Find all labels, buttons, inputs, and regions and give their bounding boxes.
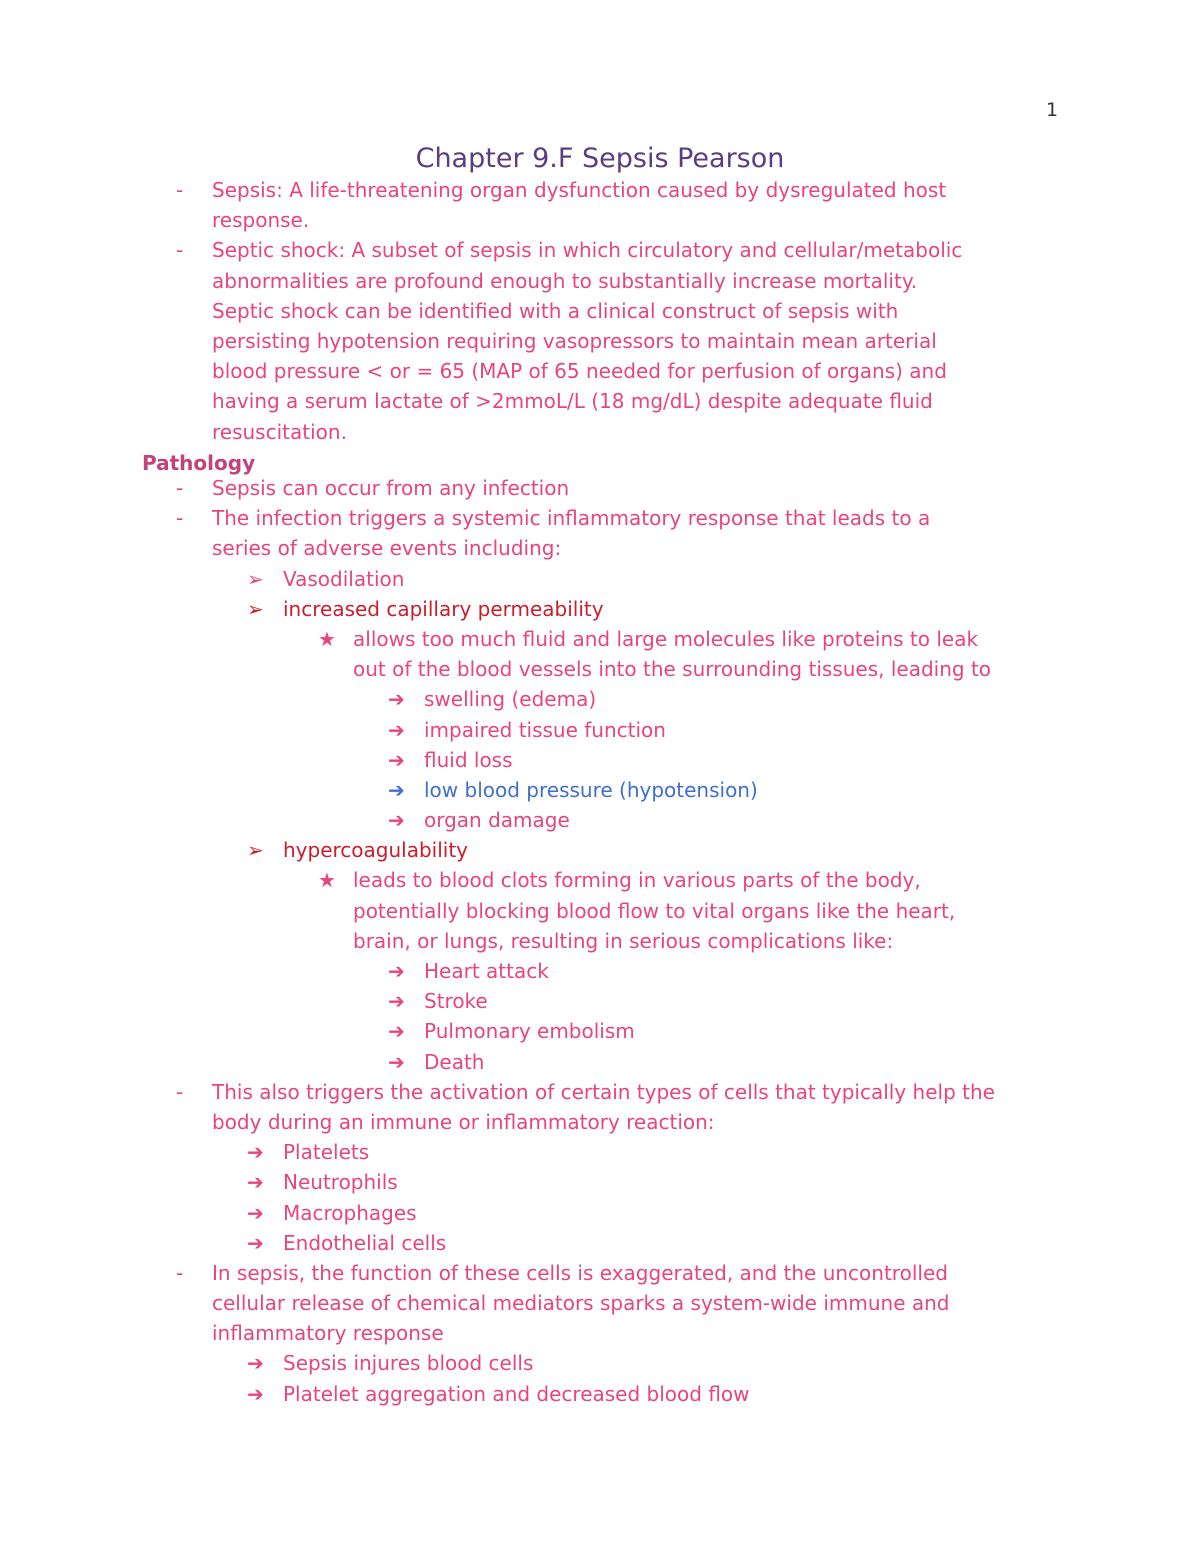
pathology-list-item — [0, 1379, 1200, 1409]
intro-item-line — [0, 205, 1200, 235]
bullet-text: potentially blocking blood flow to vital organs like the heart, — [353, 898, 956, 923]
page-number: 1 — [1046, 99, 1059, 121]
bullet-text: Septic shock: A subset of sepsis in which circulatory and cellular/metabolic — [212, 238, 963, 263]
star-bullet-icon: ★ — [318, 868, 336, 893]
arrow-bullet-icon: ➢ — [247, 596, 264, 621]
bullet-text: Macrophages — [283, 1200, 417, 1225]
arrow-bullet-icon: ➔ — [247, 1200, 264, 1225]
arrow-bullet-icon: ➔ — [388, 808, 405, 833]
pathology-list-item — [0, 1107, 1200, 1137]
bullet-text: fluid loss — [424, 747, 513, 772]
pathology-list-item — [0, 1047, 1200, 1077]
pathology-list-item — [0, 715, 1200, 745]
star-bullet-icon: ★ — [318, 626, 336, 651]
arrow-bullet-icon: ➔ — [388, 1019, 405, 1044]
pathology-list-item — [0, 745, 1200, 775]
bullet-text: Pulmonary embolism — [424, 1019, 635, 1044]
pathology-list-item — [0, 503, 1200, 533]
intro-item-line — [0, 326, 1200, 356]
bullet-text: increased capillary permeability — [283, 596, 604, 621]
pathology-list-item — [0, 1137, 1200, 1167]
intro-item-line — [0, 417, 1200, 447]
bullet-text: low blood pressure (hypotension) — [424, 777, 758, 802]
arrow-bullet-icon: ➔ — [388, 747, 405, 772]
arrow-bullet-icon: ➢ — [247, 838, 264, 863]
pathology-list-item — [0, 533, 1200, 563]
bullet-text: Death — [424, 1049, 485, 1074]
pathology-list-item — [0, 1016, 1200, 1046]
pathology-list-item — [0, 835, 1200, 865]
intro-item-line — [0, 175, 1200, 205]
pathology-list-item — [0, 775, 1200, 805]
bullet-text: The infection triggers a systemic inflammatory response that leads to a — [212, 506, 931, 531]
pathology-list-item — [0, 865, 1200, 895]
pathology-list-item — [0, 1228, 1200, 1258]
bullet-text: Septic shock can be identified with a clinical construct of sepsis with — [212, 298, 899, 323]
pathology-list-item — [0, 956, 1200, 986]
bullet-text: Vasodilation — [283, 566, 405, 591]
bullet-text: Sepsis: A life-threatening organ dysfunction caused by dysregulated host — [212, 178, 947, 202]
pathology-list-item — [0, 684, 1200, 714]
pathology-list-item — [0, 896, 1200, 926]
bullet-text: Platelets — [283, 1140, 370, 1165]
arrow-bullet-icon: ➔ — [247, 1351, 264, 1376]
arrow-bullet-icon: ➔ — [247, 1381, 264, 1406]
arrow-bullet-icon: ➔ — [388, 1049, 405, 1074]
bullet-text: out of the blood vessels into the surrounding tissues, leading to — [353, 657, 992, 682]
pathology-list-item — [0, 1167, 1200, 1197]
bullet-text: abnormalities are profound enough to substantially increase mortality. — [212, 268, 918, 293]
intro-item-line — [0, 235, 1200, 265]
bullet-text: Endothelial cells — [283, 1230, 447, 1255]
intro-item-line — [0, 296, 1200, 326]
pathology-list-item — [0, 1258, 1200, 1288]
pathology-list-item — [0, 926, 1200, 956]
pathology-list-item — [0, 564, 1200, 594]
dash-bullet: - — [176, 238, 184, 263]
bullet-text: organ damage — [424, 808, 570, 833]
pathology-list-item — [0, 1318, 1200, 1348]
bullet-text: cellular release of chemical mediators sparks a system-wide immune and — [212, 1291, 950, 1316]
intro-item-line — [0, 356, 1200, 386]
dash-bullet: - — [176, 1079, 184, 1104]
pathology-list — [0, 473, 1200, 1409]
dash-bullet: - — [176, 1260, 184, 1285]
page-title: Chapter 9.F Sepsis Pearson — [415, 143, 785, 174]
bullet-text: resuscitation. — [212, 419, 347, 444]
intro-item-line — [0, 386, 1200, 416]
pathology-list-item — [0, 473, 1200, 503]
intro-item-line — [0, 266, 1200, 296]
bullet-text: response. — [212, 208, 310, 233]
bullet-text: blood pressure < or = 65 (MAP of 65 needed for perfusion of organs) and — [212, 359, 947, 384]
arrow-bullet-icon: ➔ — [388, 959, 405, 983]
arrow-bullet-icon: ➔ — [247, 1140, 264, 1165]
bullet-text: persisting hypotension requiring vasopressors to maintain mean arterial — [212, 328, 937, 353]
dash-bullet: - — [176, 506, 184, 531]
pathology-list-item — [0, 624, 1200, 654]
bullet-text: impaired tissue function — [424, 717, 666, 742]
bullet-text: leads to blood clots forming in various parts of the body, — [353, 868, 921, 893]
dash-bullet: - — [176, 476, 184, 500]
bullet-text: Platelet aggregation and decreased blood flow — [283, 1381, 750, 1406]
bullet-text: inflammatory response — [212, 1321, 444, 1346]
arrow-bullet-icon: ➔ — [388, 777, 405, 802]
pathology-list-item — [0, 1348, 1200, 1378]
arrow-bullet-icon: ➔ — [388, 687, 405, 712]
bullet-text: allows too much fluid and large molecules like proteins to leak — [353, 626, 979, 651]
bullet-text: brain, or lungs, resulting in serious complications like: — [353, 928, 894, 953]
pathology-list-item — [0, 805, 1200, 835]
arrow-bullet-icon: ➢ — [247, 566, 264, 591]
section-heading-pathology: Pathology — [142, 451, 256, 475]
bullet-text: hypercoagulability — [283, 838, 469, 863]
bullet-text: Heart attack — [424, 959, 549, 983]
arrow-bullet-icon: ➔ — [388, 717, 405, 742]
pathology-list-item — [0, 1288, 1200, 1318]
bullet-text: This also triggers the activation of certain types of cells that typically help the — [212, 1079, 995, 1104]
bullet-text: body during an immune or inflammatory reaction: — [212, 1109, 715, 1134]
bullet-text: series of adverse events including: — [212, 536, 562, 561]
arrow-bullet-icon: ➔ — [247, 1230, 264, 1255]
intro-list — [0, 175, 1200, 447]
bullet-text: swelling (edema) — [424, 687, 597, 712]
pathology-list-item — [0, 594, 1200, 624]
bullet-text: In sepsis, the function of these cells is exaggerated, and the uncontrolled — [212, 1260, 948, 1285]
bullet-text: Neutrophils — [283, 1170, 398, 1195]
arrow-bullet-icon: ➔ — [388, 989, 405, 1014]
pathology-list-item — [0, 1077, 1200, 1107]
pathology-list-item — [0, 1198, 1200, 1228]
bullet-text: Sepsis can occur from any infection — [212, 476, 570, 500]
bullet-text: Sepsis injures blood cells — [283, 1351, 534, 1376]
pathology-list-item — [0, 654, 1200, 684]
arrow-bullet-icon: ➔ — [247, 1170, 264, 1195]
pathology-list-item — [0, 986, 1200, 1016]
dash-bullet: - — [176, 178, 184, 202]
bullet-text: having a serum lactate of >2mmoL/L (18 mg/dL) despite adequate fluid — [212, 389, 933, 414]
bullet-text: Stroke — [424, 989, 488, 1014]
